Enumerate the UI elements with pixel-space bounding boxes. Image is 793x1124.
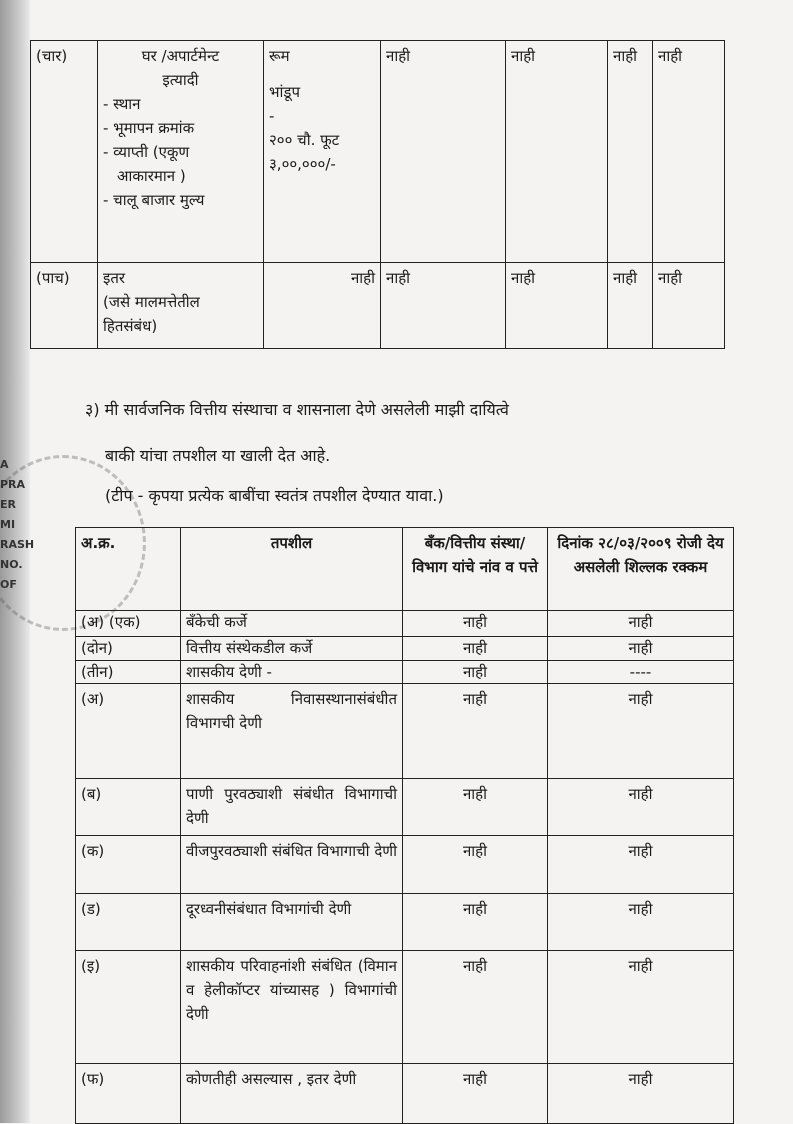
table-row xyxy=(76,1064,734,1124)
row-amount: नाही xyxy=(548,637,734,661)
stamp-line: RASH xyxy=(0,538,35,551)
cell: नाही xyxy=(653,263,725,349)
section-3-heading: ३) मी सार्वजनिक वित्तीय संस्थाचा व शासनाला देणे असलेली माझी दायित्वे xyxy=(85,400,509,419)
row-number: (पाच) xyxy=(31,263,98,349)
cell: नाही xyxy=(506,263,608,349)
assets-table xyxy=(30,40,725,349)
row-bank: नाही xyxy=(403,611,548,637)
table-header-row xyxy=(76,528,734,611)
row-bank: नाही xyxy=(403,779,548,836)
row-amount: नाही xyxy=(548,836,734,894)
table-row xyxy=(76,894,734,951)
header-bank: बँक/वित्तीय संस्था/ विभाग यांचे नांव व पत्ते xyxy=(403,528,548,611)
text-line: रूम xyxy=(269,47,290,65)
table-row xyxy=(76,611,734,637)
cell: नाही xyxy=(506,41,608,263)
text-line: - स्थान xyxy=(103,95,141,113)
table-row xyxy=(76,661,734,684)
row-bank: नाही xyxy=(403,684,548,779)
text-line: - xyxy=(269,107,275,125)
row-amount: नाही xyxy=(548,951,734,1064)
stamp-line: NO. xyxy=(0,558,23,571)
stamp-line: PRA xyxy=(0,478,26,491)
row-bank: नाही xyxy=(403,894,548,951)
row-amount: नाही xyxy=(548,779,734,836)
seal-stamp-text xyxy=(0,455,35,605)
row-bank: नाही xyxy=(403,637,548,661)
row-amount: ---- xyxy=(548,661,734,684)
text-line: - चालू बाजार मुल्य xyxy=(103,191,205,209)
text-line: इत्यादी xyxy=(162,71,199,89)
item-description xyxy=(98,263,264,349)
table-row xyxy=(76,951,734,1064)
section-3-note: (टीप - कृपया प्रत्येक बाबींचा स्वतंत्र तपशील देण्यात यावा.) xyxy=(105,486,444,505)
row-detail: पाणी पुरवठ्याशी संबंधीत विभागाची देणी xyxy=(181,779,403,836)
cell: नाही xyxy=(608,263,653,349)
table-row xyxy=(31,41,725,263)
table-row xyxy=(76,684,734,779)
stamp-line: ER MI xyxy=(0,498,16,531)
header-amount: दिनांक २८/०३/२००९ रोजी देय असलेली शिल्लक रक्कम xyxy=(548,528,734,611)
row-amount: नाही xyxy=(548,894,734,951)
row-detail: शासकीय परिवाहनांशी संबंधित (विमान व हेलीकॉप्टर यांच्यासह ) विभागांची देणी xyxy=(181,951,403,1064)
cell: नाही xyxy=(381,41,506,263)
header-details: तपशील xyxy=(181,528,403,611)
row-number: (तीन) xyxy=(76,661,181,684)
row-number: (ड) xyxy=(76,894,181,951)
row-detail: दूरध्वनीसंबंधात विभागांची देणी xyxy=(181,894,403,951)
table-row xyxy=(31,263,725,349)
row-bank: नाही xyxy=(403,836,548,894)
item-description xyxy=(98,41,264,263)
row-amount: नाही xyxy=(548,684,734,779)
table-row xyxy=(76,836,734,894)
text-line: हितसंबंध) xyxy=(103,317,158,335)
row-detail: वित्तीय संस्थेकडील कर्जे xyxy=(181,637,403,661)
text-line: ३,००,०००/- xyxy=(269,155,336,173)
text-line: २०० चौ. फूट xyxy=(269,131,340,149)
row-detail: बँकेची कर्जे xyxy=(181,611,403,637)
text-line: इतर xyxy=(103,269,126,287)
row-number: (क) xyxy=(76,836,181,894)
text-line: आकारमान ) xyxy=(117,167,186,185)
stamp-line: A xyxy=(0,458,9,471)
cell: नाही xyxy=(653,41,725,263)
text-line: (जसे मालमत्तेतील xyxy=(103,293,200,311)
row-bank: नाही xyxy=(403,951,548,1064)
text-line: - व्याप्ती (एकूण xyxy=(103,143,190,161)
row-number: (अ) xyxy=(76,684,181,779)
row-amount: नाही xyxy=(548,1064,734,1124)
cell: नाही xyxy=(608,41,653,263)
row-bank: नाही xyxy=(403,661,548,684)
header-serial: अ.क्र. xyxy=(76,528,181,611)
text-line: भांडूप xyxy=(269,83,300,101)
row-detail: शासकीय निवासस्थानासंबंधीत विभागची देणी xyxy=(181,684,403,779)
row-amount: नाही xyxy=(548,611,734,637)
row-number: (चार) xyxy=(31,41,98,263)
table-row xyxy=(76,637,734,661)
section-3-subheading: बाकी यांचा तपशील या खाली देत आहे. xyxy=(105,446,331,465)
row-number: (इ) xyxy=(76,951,181,1064)
cell: नाही xyxy=(381,263,506,349)
row-number: (फ) xyxy=(76,1064,181,1124)
row-number: (ब) xyxy=(76,779,181,836)
text-line: - भूमापन क्रमांक xyxy=(103,119,195,137)
row-bank: नाही xyxy=(403,1064,548,1124)
row-detail: शासकीय देणी - xyxy=(181,661,403,684)
stamp-line: OF xyxy=(0,578,17,591)
cell: नाही xyxy=(264,263,381,349)
row-detail: कोणतीही असल्यास , इतर देणी xyxy=(181,1064,403,1124)
liabilities-table xyxy=(75,527,734,1124)
row-number: (अ) (एक) xyxy=(76,611,181,637)
table-row xyxy=(76,779,734,836)
property-details xyxy=(264,41,381,263)
text-line: घर /अपार्टमेन्ट xyxy=(141,47,220,65)
row-number: (दोन) xyxy=(76,637,181,661)
row-detail: वीजपुरवठ्याशी संबंधित विभागाची देणी xyxy=(181,836,403,894)
